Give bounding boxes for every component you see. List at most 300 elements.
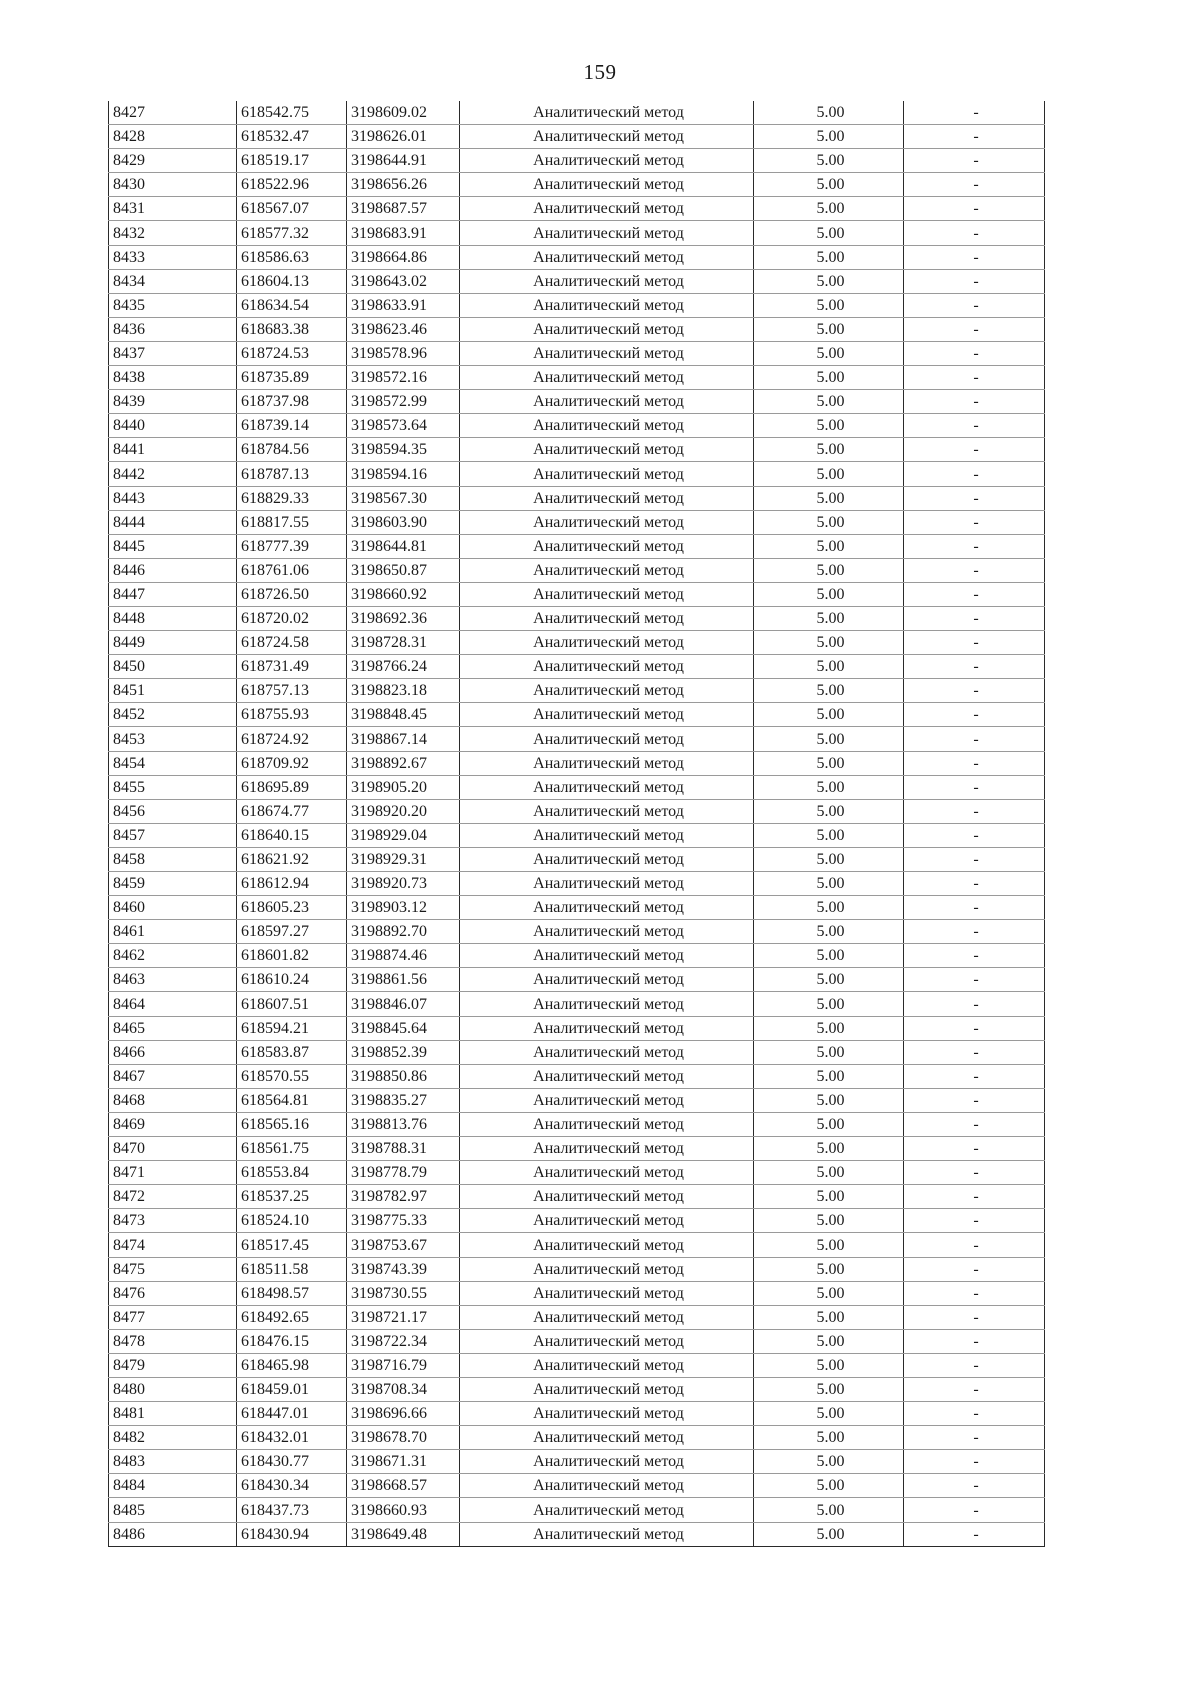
accuracy-value-cell: 5.00 [754, 751, 904, 775]
x-coordinate-cell: 618492.65 [237, 1305, 347, 1329]
y-coordinate-cell: 3198626.01 [347, 125, 460, 149]
method-cell: Аналитический метод [460, 606, 754, 630]
y-coordinate-cell: 3198850.86 [347, 1064, 460, 1088]
method-cell: Аналитический метод [460, 703, 754, 727]
table-row [109, 1233, 1045, 1257]
x-coordinate-cell: 618731.49 [237, 655, 347, 679]
x-coordinate-cell: 618695.89 [237, 775, 347, 799]
x-coordinate-cell: 618817.55 [237, 510, 347, 534]
accuracy-value-cell: 5.00 [754, 847, 904, 871]
method-cell: Аналитический метод [460, 149, 754, 173]
y-coordinate-cell: 3198644.91 [347, 149, 460, 173]
note-cell: - [904, 655, 1045, 679]
table-row [109, 799, 1045, 823]
note-cell: - [904, 173, 1045, 197]
note-cell: - [904, 1088, 1045, 1112]
point-number-cell: 8452 [109, 703, 237, 727]
method-cell: Аналитический метод [460, 1088, 754, 1112]
y-coordinate-cell: 3198861.56 [347, 968, 460, 992]
note-cell: - [904, 197, 1045, 221]
note-cell: - [904, 414, 1045, 438]
point-number-cell: 8436 [109, 317, 237, 341]
y-coordinate-cell: 3198573.64 [347, 414, 460, 438]
table-row [109, 149, 1045, 173]
y-coordinate-cell: 3198728.31 [347, 631, 460, 655]
table-row [109, 1498, 1045, 1522]
y-coordinate-cell: 3198892.67 [347, 751, 460, 775]
x-coordinate-cell: 618553.84 [237, 1161, 347, 1185]
y-coordinate-cell: 3198782.97 [347, 1185, 460, 1209]
table-row [109, 462, 1045, 486]
note-cell: - [904, 462, 1045, 486]
point-number-cell: 8435 [109, 293, 237, 317]
accuracy-value-cell: 5.00 [754, 823, 904, 847]
accuracy-value-cell: 5.00 [754, 1426, 904, 1450]
table-row [109, 245, 1045, 269]
method-cell: Аналитический метод [460, 1137, 754, 1161]
x-coordinate-cell: 618726.50 [237, 582, 347, 606]
accuracy-value-cell: 5.00 [754, 1305, 904, 1329]
table-row [109, 775, 1045, 799]
accuracy-value-cell: 5.00 [754, 679, 904, 703]
x-coordinate-cell: 618498.57 [237, 1281, 347, 1305]
point-number-cell: 8431 [109, 197, 237, 221]
note-cell: - [904, 751, 1045, 775]
y-coordinate-cell: 3198905.20 [347, 775, 460, 799]
x-coordinate-cell: 618511.58 [237, 1257, 347, 1281]
method-cell: Аналитический метод [460, 1040, 754, 1064]
note-cell: - [904, 293, 1045, 317]
point-number-cell: 8486 [109, 1522, 237, 1546]
y-coordinate-cell: 3198892.70 [347, 920, 460, 944]
x-coordinate-cell: 618519.17 [237, 149, 347, 173]
point-number-cell: 8443 [109, 486, 237, 510]
x-coordinate-cell: 618430.34 [237, 1474, 347, 1498]
table-row [109, 197, 1045, 221]
note-cell: - [904, 1522, 1045, 1546]
note-cell: - [904, 341, 1045, 365]
x-coordinate-cell: 618737.98 [237, 390, 347, 414]
method-cell: Аналитический метод [460, 462, 754, 486]
point-number-cell: 8448 [109, 606, 237, 630]
x-coordinate-cell: 618597.27 [237, 920, 347, 944]
table-row [109, 968, 1045, 992]
y-coordinate-cell: 3198903.12 [347, 896, 460, 920]
table-row [109, 1161, 1045, 1185]
x-coordinate-cell: 618577.32 [237, 221, 347, 245]
table-row [109, 1209, 1045, 1233]
method-cell: Аналитический метод [460, 101, 754, 125]
accuracy-value-cell: 5.00 [754, 1233, 904, 1257]
accuracy-value-cell: 5.00 [754, 558, 904, 582]
table-row [109, 414, 1045, 438]
point-number-cell: 8481 [109, 1402, 237, 1426]
note-cell: - [904, 486, 1045, 510]
table-row [109, 125, 1045, 149]
x-coordinate-cell: 618621.92 [237, 847, 347, 871]
table-row [109, 486, 1045, 510]
point-number-cell: 8458 [109, 847, 237, 871]
y-coordinate-cell: 3198835.27 [347, 1088, 460, 1112]
accuracy-value-cell: 5.00 [754, 366, 904, 390]
accuracy-value-cell: 5.00 [754, 510, 904, 534]
table-row [109, 1522, 1045, 1546]
note-cell: - [904, 1064, 1045, 1088]
accuracy-value-cell: 5.00 [754, 1064, 904, 1088]
y-coordinate-cell: 3198788.31 [347, 1137, 460, 1161]
method-cell: Аналитический метод [460, 1209, 754, 1233]
note-cell: - [904, 703, 1045, 727]
point-number-cell: 8446 [109, 558, 237, 582]
x-coordinate-cell: 618605.23 [237, 896, 347, 920]
x-coordinate-cell: 618640.15 [237, 823, 347, 847]
x-coordinate-cell: 618437.73 [237, 1498, 347, 1522]
note-cell: - [904, 1257, 1045, 1281]
y-coordinate-cell: 3198678.70 [347, 1426, 460, 1450]
point-number-cell: 8453 [109, 727, 237, 751]
accuracy-value-cell: 5.00 [754, 920, 904, 944]
table-row [109, 1450, 1045, 1474]
table-row [109, 1088, 1045, 1112]
x-coordinate-cell: 618567.07 [237, 197, 347, 221]
note-cell: - [904, 366, 1045, 390]
point-number-cell: 8447 [109, 582, 237, 606]
x-coordinate-cell: 618565.16 [237, 1112, 347, 1136]
x-coordinate-cell: 618610.24 [237, 968, 347, 992]
accuracy-value-cell: 5.00 [754, 269, 904, 293]
y-coordinate-cell: 3198846.07 [347, 992, 460, 1016]
table-row [109, 847, 1045, 871]
point-number-cell: 8477 [109, 1305, 237, 1329]
table-row [109, 1185, 1045, 1209]
x-coordinate-cell: 618601.82 [237, 944, 347, 968]
y-coordinate-cell: 3198929.04 [347, 823, 460, 847]
x-coordinate-cell: 618724.92 [237, 727, 347, 751]
method-cell: Аналитический метод [460, 173, 754, 197]
method-cell: Аналитический метод [460, 1112, 754, 1136]
note-cell: - [904, 896, 1045, 920]
method-cell: Аналитический метод [460, 655, 754, 679]
x-coordinate-cell: 618755.93 [237, 703, 347, 727]
table-row [109, 173, 1045, 197]
x-coordinate-cell: 618537.25 [237, 1185, 347, 1209]
accuracy-value-cell: 5.00 [754, 631, 904, 655]
y-coordinate-cell: 3198609.02 [347, 101, 460, 125]
accuracy-value-cell: 5.00 [754, 534, 904, 558]
method-cell: Аналитический метод [460, 1305, 754, 1329]
y-coordinate-cell: 3198692.36 [347, 606, 460, 630]
point-number-cell: 8454 [109, 751, 237, 775]
table-row [109, 944, 1045, 968]
method-cell: Аналитический метод [460, 582, 754, 606]
point-number-cell: 8464 [109, 992, 237, 1016]
y-coordinate-cell: 3198687.57 [347, 197, 460, 221]
accuracy-value-cell: 5.00 [754, 1377, 904, 1401]
accuracy-value-cell: 5.00 [754, 968, 904, 992]
accuracy-value-cell: 5.00 [754, 1088, 904, 1112]
accuracy-value-cell: 5.00 [754, 341, 904, 365]
table-row [109, 438, 1045, 462]
point-number-cell: 8463 [109, 968, 237, 992]
point-number-cell: 8470 [109, 1137, 237, 1161]
y-coordinate-cell: 3198778.79 [347, 1161, 460, 1185]
table-row [109, 727, 1045, 751]
accuracy-value-cell: 5.00 [754, 245, 904, 269]
method-cell: Аналитический метод [460, 366, 754, 390]
note-cell: - [904, 1329, 1045, 1353]
note-cell: - [904, 101, 1045, 125]
point-number-cell: 8471 [109, 1161, 237, 1185]
table-row [109, 1137, 1045, 1161]
point-number-cell: 8444 [109, 510, 237, 534]
method-cell: Аналитический метод [460, 534, 754, 558]
accuracy-value-cell: 5.00 [754, 462, 904, 486]
method-cell: Аналитический метод [460, 1474, 754, 1498]
method-cell: Аналитический метод [460, 679, 754, 703]
method-cell: Аналитический метод [460, 510, 754, 534]
point-number-cell: 8439 [109, 390, 237, 414]
coordinates-table [108, 101, 1045, 1547]
x-coordinate-cell: 618517.45 [237, 1233, 347, 1257]
method-cell: Аналитический метод [460, 1257, 754, 1281]
x-coordinate-cell: 618784.56 [237, 438, 347, 462]
note-cell: - [904, 1426, 1045, 1450]
accuracy-value-cell: 5.00 [754, 799, 904, 823]
table-row [109, 221, 1045, 245]
note-cell: - [904, 1377, 1045, 1401]
note-cell: - [904, 1498, 1045, 1522]
point-number-cell: 8468 [109, 1088, 237, 1112]
point-number-cell: 8478 [109, 1329, 237, 1353]
x-coordinate-cell: 618757.13 [237, 679, 347, 703]
y-coordinate-cell: 3198743.39 [347, 1257, 460, 1281]
point-number-cell: 8466 [109, 1040, 237, 1064]
method-cell: Аналитический метод [460, 1377, 754, 1401]
accuracy-value-cell: 5.00 [754, 149, 904, 173]
y-coordinate-cell: 3198920.73 [347, 872, 460, 896]
method-cell: Аналитический метод [460, 317, 754, 341]
point-number-cell: 8442 [109, 462, 237, 486]
method-cell: Аналитический метод [460, 245, 754, 269]
point-number-cell: 8456 [109, 799, 237, 823]
note-cell: - [904, 390, 1045, 414]
table-row [109, 679, 1045, 703]
table-row [109, 896, 1045, 920]
x-coordinate-cell: 618634.54 [237, 293, 347, 317]
y-coordinate-cell: 3198696.66 [347, 1402, 460, 1426]
method-cell: Аналитический метод [460, 125, 754, 149]
y-coordinate-cell: 3198867.14 [347, 727, 460, 751]
point-number-cell: 8460 [109, 896, 237, 920]
x-coordinate-cell: 618594.21 [237, 1016, 347, 1040]
point-number-cell: 8473 [109, 1209, 237, 1233]
point-number-cell: 8430 [109, 173, 237, 197]
point-number-cell: 8441 [109, 438, 237, 462]
accuracy-value-cell: 5.00 [754, 896, 904, 920]
accuracy-value-cell: 5.00 [754, 655, 904, 679]
table-row [109, 1353, 1045, 1377]
accuracy-value-cell: 5.00 [754, 1450, 904, 1474]
x-coordinate-cell: 618724.58 [237, 631, 347, 655]
table-row [109, 751, 1045, 775]
point-number-cell: 8428 [109, 125, 237, 149]
note-cell: - [904, 992, 1045, 1016]
x-coordinate-cell: 618829.33 [237, 486, 347, 510]
x-coordinate-cell: 618674.77 [237, 799, 347, 823]
point-number-cell: 8451 [109, 679, 237, 703]
accuracy-value-cell: 5.00 [754, 1522, 904, 1546]
note-cell: - [904, 269, 1045, 293]
y-coordinate-cell: 3198649.48 [347, 1522, 460, 1546]
note-cell: - [904, 1185, 1045, 1209]
table-row [109, 1329, 1045, 1353]
table-row [109, 703, 1045, 727]
y-coordinate-cell: 3198594.35 [347, 438, 460, 462]
note-cell: - [904, 534, 1045, 558]
accuracy-value-cell: 5.00 [754, 1353, 904, 1377]
method-cell: Аналитический метод [460, 1450, 754, 1474]
table-row [109, 1474, 1045, 1498]
note-cell: - [904, 679, 1045, 703]
accuracy-value-cell: 5.00 [754, 221, 904, 245]
method-cell: Аналитический метод [460, 1185, 754, 1209]
point-number-cell: 8469 [109, 1112, 237, 1136]
note-cell: - [904, 1112, 1045, 1136]
method-cell: Аналитический метод [460, 341, 754, 365]
table-row [109, 655, 1045, 679]
accuracy-value-cell: 5.00 [754, 992, 904, 1016]
y-coordinate-cell: 3198716.79 [347, 1353, 460, 1377]
point-number-cell: 8459 [109, 872, 237, 896]
point-number-cell: 8476 [109, 1281, 237, 1305]
method-cell: Аналитический метод [460, 293, 754, 317]
accuracy-value-cell: 5.00 [754, 872, 904, 896]
x-coordinate-cell: 618604.13 [237, 269, 347, 293]
point-number-cell: 8429 [109, 149, 237, 173]
y-coordinate-cell: 3198603.90 [347, 510, 460, 534]
note-cell: - [904, 221, 1045, 245]
y-coordinate-cell: 3198845.64 [347, 1016, 460, 1040]
method-cell: Аналитический метод [460, 992, 754, 1016]
table-row [109, 317, 1045, 341]
method-cell: Аналитический метод [460, 775, 754, 799]
point-number-cell: 8433 [109, 245, 237, 269]
y-coordinate-cell: 3198852.39 [347, 1040, 460, 1064]
note-cell: - [904, 582, 1045, 606]
y-coordinate-cell: 3198813.76 [347, 1112, 460, 1136]
table-row [109, 823, 1045, 847]
x-coordinate-cell: 618787.13 [237, 462, 347, 486]
table-row [109, 606, 1045, 630]
method-cell: Аналитический метод [460, 1522, 754, 1546]
x-coordinate-cell: 618432.01 [237, 1426, 347, 1450]
x-coordinate-cell: 618720.02 [237, 606, 347, 630]
x-coordinate-cell: 618542.75 [237, 101, 347, 125]
accuracy-value-cell: 5.00 [754, 317, 904, 341]
x-coordinate-cell: 618709.92 [237, 751, 347, 775]
method-cell: Аналитический метод [460, 221, 754, 245]
note-cell: - [904, 510, 1045, 534]
y-coordinate-cell: 3198766.24 [347, 655, 460, 679]
y-coordinate-cell: 3198753.67 [347, 1233, 460, 1257]
point-number-cell: 8437 [109, 341, 237, 365]
accuracy-value-cell: 5.00 [754, 703, 904, 727]
method-cell: Аналитический метод [460, 1064, 754, 1088]
point-number-cell: 8427 [109, 101, 237, 125]
accuracy-value-cell: 5.00 [754, 944, 904, 968]
table-row [109, 1257, 1045, 1281]
table-row [109, 1040, 1045, 1064]
point-number-cell: 8450 [109, 655, 237, 679]
method-cell: Аналитический метод [460, 1329, 754, 1353]
note-cell: - [904, 438, 1045, 462]
y-coordinate-cell: 3198683.91 [347, 221, 460, 245]
note-cell: - [904, 1474, 1045, 1498]
note-cell: - [904, 944, 1045, 968]
y-coordinate-cell: 3198848.45 [347, 703, 460, 727]
accuracy-value-cell: 5.00 [754, 1474, 904, 1498]
y-coordinate-cell: 3198708.34 [347, 1377, 460, 1401]
note-cell: - [904, 558, 1045, 582]
point-number-cell: 8474 [109, 1233, 237, 1257]
coordinates-table-body [109, 101, 1045, 1546]
method-cell: Аналитический метод [460, 968, 754, 992]
table-row [109, 534, 1045, 558]
note-cell: - [904, 1281, 1045, 1305]
y-coordinate-cell: 3198874.46 [347, 944, 460, 968]
method-cell: Аналитический метод [460, 944, 754, 968]
y-coordinate-cell: 3198660.93 [347, 1498, 460, 1522]
point-number-cell: 8465 [109, 1016, 237, 1040]
table-row [109, 390, 1045, 414]
y-coordinate-cell: 3198823.18 [347, 679, 460, 703]
accuracy-value-cell: 5.00 [754, 1137, 904, 1161]
table-row [109, 582, 1045, 606]
y-coordinate-cell: 3198664.86 [347, 245, 460, 269]
note-cell: - [904, 125, 1045, 149]
note-cell: - [904, 1040, 1045, 1064]
y-coordinate-cell: 3198721.17 [347, 1305, 460, 1329]
method-cell: Аналитический метод [460, 390, 754, 414]
point-number-cell: 8475 [109, 1257, 237, 1281]
x-coordinate-cell: 618735.89 [237, 366, 347, 390]
x-coordinate-cell: 618561.75 [237, 1137, 347, 1161]
method-cell: Аналитический метод [460, 1016, 754, 1040]
x-coordinate-cell: 618465.98 [237, 1353, 347, 1377]
method-cell: Аналитический метод [460, 558, 754, 582]
note-cell: - [904, 799, 1045, 823]
accuracy-value-cell: 5.00 [754, 486, 904, 510]
point-number-cell: 8455 [109, 775, 237, 799]
method-cell: Аналитический метод [460, 1161, 754, 1185]
point-number-cell: 8457 [109, 823, 237, 847]
point-number-cell: 8449 [109, 631, 237, 655]
point-number-cell: 8434 [109, 269, 237, 293]
note-cell: - [904, 606, 1045, 630]
note-cell: - [904, 1161, 1045, 1185]
y-coordinate-cell: 3198730.55 [347, 1281, 460, 1305]
y-coordinate-cell: 3198644.81 [347, 534, 460, 558]
point-number-cell: 8479 [109, 1353, 237, 1377]
note-cell: - [904, 727, 1045, 751]
accuracy-value-cell: 5.00 [754, 1040, 904, 1064]
note-cell: - [904, 1353, 1045, 1377]
note-cell: - [904, 1016, 1045, 1040]
page-number: 159 [583, 60, 617, 84]
method-cell: Аналитический метод [460, 1233, 754, 1257]
x-coordinate-cell: 618586.63 [237, 245, 347, 269]
table-row [109, 293, 1045, 317]
